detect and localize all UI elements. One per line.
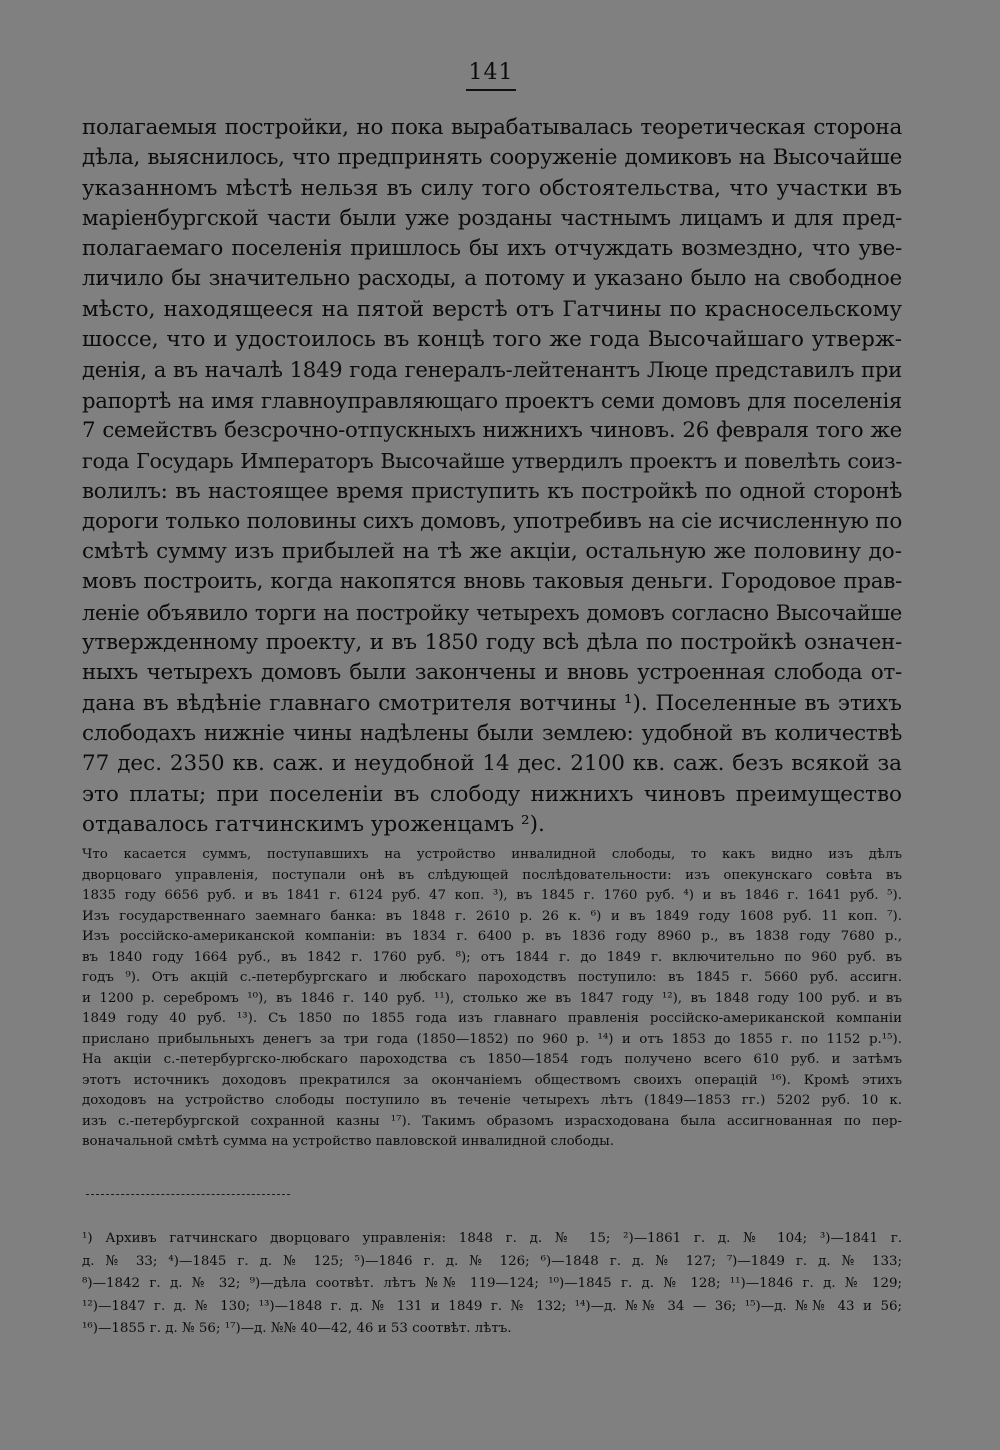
text-line: дана въ вѣдѣніе главнаго смотрителя вотчины ¹). Поселенные въ этихъ [82, 690, 902, 716]
note-line: Изъ государственнаго заемнаго банка: въ 1848 г. 2610 р. 26 к. ⁶) и въ 1849 году 1608 руб. 11 коп. ⁷). [82, 908, 902, 924]
footnote-line: ¹) Архивъ гатчинскаго дворцоваго управленія: 1848 г. д. № 15; ²)—1861 г. д. № 104; ³)—1841 г. [82, 1231, 902, 1246]
text-line: волилъ: въ настоящее время приступить къ постройкѣ по одной сторонѣ [82, 478, 902, 504]
note-line: этотъ источникъ доходовъ прекратился за окончаніемъ обществомъ своихъ операцій ¹⁶). Кромѣ этихъ [82, 1072, 902, 1088]
text-line: года Государь Императоръ Высочайше утвердилъ проектъ и повелѣть соиз- [82, 449, 902, 474]
footnote-line: д. № 33; ⁴)—1845 г. д. № 125; ⁵)—1846 г. д. № 126; ⁶)—1848 г. д. № 127; ⁷)—1849 г. д. № 133; [82, 1253, 902, 1269]
text-line: отдавалось гатчинскимъ уроженцамъ ²). [82, 811, 545, 837]
text-line: дѣла, выяснилось, что предпринять сооруженіе домиковъ на Высочайше [82, 145, 902, 171]
text-line: мовъ построить, когда накопятся вновь таковыя деньги. Городовое прав- [82, 569, 902, 595]
note-line: прислано прибыльныхъ денегъ за три года (1850—1852) по 960 р. ¹⁴) и отъ 1853 до 1855 г. по 1152 р.¹⁵). [82, 1031, 902, 1047]
text-line: утвержденному проекту, и въ 1850 году всѣ дѣла по постройкѣ означен- [82, 630, 902, 656]
note-line: 1835 году 6656 руб. и въ 1841 г. 6124 руб. 47 коп. ³), въ 1845 г. 1760 руб. ⁴) и въ 1846 г. 1641 руб. ⁵). [82, 888, 902, 903]
text-line: денія, а въ началѣ 1849 года генералъ-лейтенантъ Люце представилъ при [82, 357, 902, 383]
footnote-line: ¹⁶)—1855 г. д. № 56; ¹⁷)—д. №№ 40—42, 46 и 53 соотвѣт. лѣтъ. [82, 1321, 512, 1336]
note-line: въ 1840 году 1664 руб., въ 1842 г. 1760 руб. ⁸); отъ 1844 г. до 1849 г. включительно по 960 руб. въ [82, 949, 902, 965]
text-line: ныхъ четырехъ домовъ были закончены и вновь устроенная слобода от- [82, 660, 902, 686]
text-line: шоссе, что и удостоилось въ концѣ того же года Высочайшаго утверж- [82, 327, 902, 353]
text-line: смѣтѣ сумму изъ прибылей на тѣ же акціи, остальную же половину до- [82, 539, 902, 565]
text-line: 7 семействъ безсрочно-отпускныхъ нижнихъ чиновъ. 26 февраля того же [82, 417, 902, 443]
main-paragraph [82, 113, 902, 840]
text-line: это платы; при поселеніи въ слободу нижнихъ чиновъ преимущество [82, 781, 902, 807]
note-line: воначальной смѣтѣ сумма на устройство павловской инвалидной слободы. [82, 1134, 614, 1149]
text-line: рапортѣ на имя главноуправляющаго проектъ семи домовъ для поселенія [82, 387, 902, 413]
text-line: леніе объявило торги на постройку четырехъ домовъ согласно Высочайше [82, 599, 902, 625]
text-line: мѣсто, находящееся на пятой верстѣ отъ Гатчины по красносельскому [82, 296, 902, 322]
note-line: 1849 году 40 руб. ¹³). Съ 1850 по 1855 года изъ главнаго правленія россійско-американской компаніи [82, 1011, 902, 1026]
text-line: маріенбургской части были уже розданы частнымъ лицамъ и для пред- [82, 205, 902, 231]
small-print-paragraph [82, 845, 902, 1153]
page-number: 141 [466, 60, 516, 91]
note-line: дворцоваго управленія, поступали онѣ въ слѣдующей послѣдовательности: изъ опекунскаго совѣта въ [82, 867, 902, 883]
note-line: изъ с.-петербургской сохранной казны ¹⁷). Такимъ образомъ израсходована была ассигнованная по пер- [82, 1113, 902, 1129]
text-line: личило бы значительно расходы, а потому и указано было на свободное [82, 266, 902, 292]
text-line: полагаемыя постройки, но пока вырабатывалась теоретическая сторона [82, 115, 902, 140]
note-line: На акціи с.-петербургско-любскаго пароходства съ 1850—1854 годъ получено всего 610 руб. и затѣмъ [82, 1052, 902, 1067]
text-line: дороги только половины сихъ домовъ, употребивъ на сіе исчисленную по [82, 508, 902, 534]
note-line: и 1200 р. серебромъ ¹⁰), въ 1846 г. 140 руб. ¹¹), столько же въ 1847 году ¹²), въ 1848 году 100 руб. и въ [82, 990, 902, 1006]
footnotes [82, 1228, 902, 1341]
note-line: Изъ россійско-американской компаніи: въ 1834 г. 6400 р. въ 1836 году 8960 р., въ 1838 году 7680 р., [82, 929, 902, 944]
text-line: 77 дес. 2350 кв. саж. и неудобной 14 дес. 2100 кв. саж. безъ всякой за [82, 751, 902, 777]
note-line: годъ ⁹). Отъ акцій с.-петербургскаго и любскаго пароходствъ поступило: въ 1845 г. 5660 руб. ассигн. [82, 970, 902, 985]
footnote-divider [86, 1194, 290, 1195]
note-line: Что касается суммъ, поступавшихъ на устройство инвалидной слободы, то какъ видно изъ дѣлъ [82, 847, 902, 862]
footnote-line: ⁸)—1842 г. д. № 32; ⁹)—дѣла соотвѣт. лѣтъ №№ 119—124; ¹⁰)—1845 г. д. № 128; ¹¹)—1846 г. д. № 129; [82, 1276, 902, 1291]
footnote-line: ¹²)—1847 г. д. № 130; ¹³)—1848 г. д. № 131 и 1849 г. № 132; ¹⁴)—д. №№ 34 — 36; ¹⁵)—д. №№ 43 и 56; [82, 1298, 902, 1314]
text-line: полагаемаго поселенія пришлось бы ихъ отчуждать возмездно, что уве- [82, 236, 902, 262]
note-line: доходовъ на устройство слободы поступило въ теченіе четырехъ лѣтъ (1849—1853 гг.) 5202 руб. 10 к. [82, 1093, 902, 1108]
text-line: слободахъ нижніе чины надѣлены были землею: удобной въ количествѣ [82, 720, 902, 746]
text-line: указанномъ мѣстѣ нельзя въ силу того обстоятельства, что участки въ [82, 175, 902, 201]
